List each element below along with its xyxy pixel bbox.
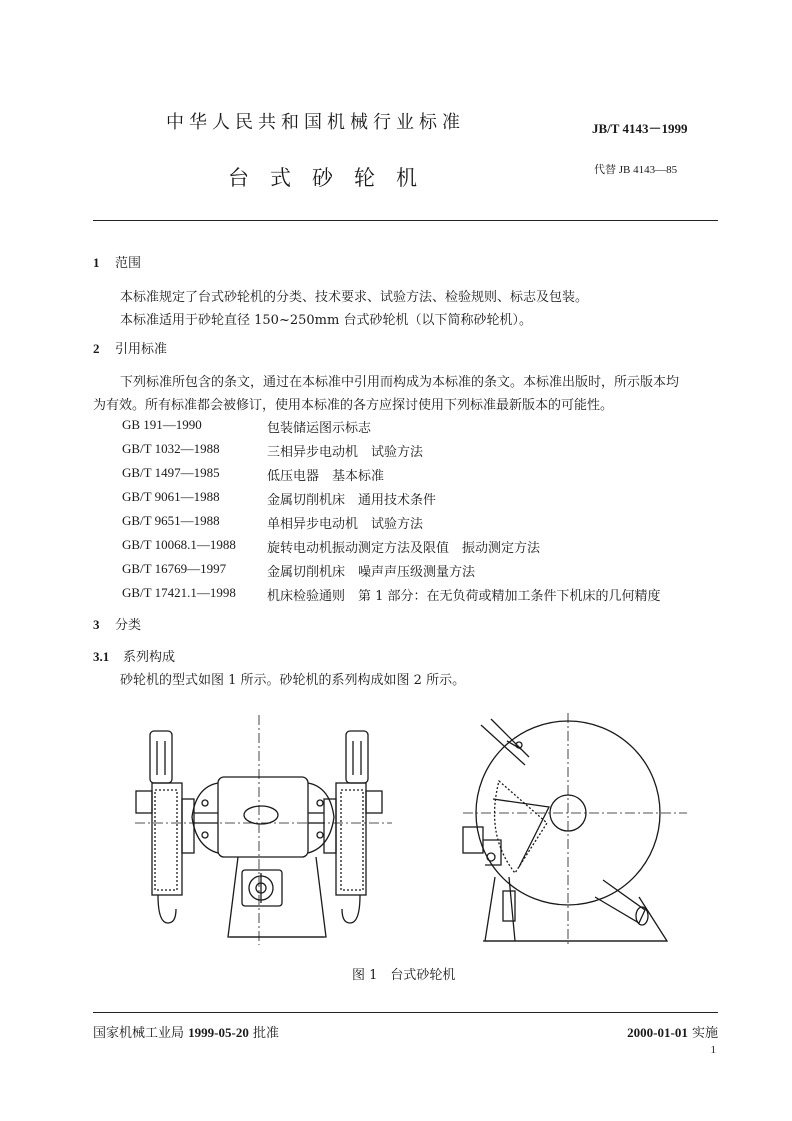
reference-title: 旋转电动机振动测定方法及限值 振动测定方法: [267, 541, 541, 556]
reference-title: 包装储运图示标志: [267, 421, 372, 436]
section-number: 1: [93, 255, 100, 270]
paragraph: 下列标准所包含的条文，通过在本标准中引用而构成为本标准的条文。本标准出版时，所示版本均: [120, 375, 680, 390]
grinder-side-view-drawing: [455, 705, 695, 955]
paragraph: 砂轮机的型式如图 1 所示。砂轮机的系列构成如图 2 所示。: [120, 673, 466, 688]
reference-code: GB/T 1497—1985: [122, 465, 220, 480]
reference-title: 三相异步电动机 试验方法: [267, 445, 424, 460]
document-title: 台式砂轮机: [228, 166, 438, 190]
section-number: 3: [93, 617, 100, 632]
section-number: 2: [93, 341, 100, 356]
approval-word: 批准: [252, 1026, 279, 1041]
standard-code: JB/T 4143－1999: [592, 121, 688, 136]
reference-code: GB/T 10068.1—1988: [122, 537, 236, 552]
replaces-standard: 代替 JB 4143—85: [594, 164, 678, 176]
section-3-1-heading: [93, 646, 175, 665]
page-number: 1: [710, 1044, 716, 1056]
reference-code: GB/T 17421.1—1998: [122, 585, 236, 600]
issuing-organization: 中华人民共和国机械行业标准: [166, 112, 465, 133]
reference-title: 金属切削机床 噪声声压级测量方法: [267, 565, 476, 580]
reference-title: 单相异步电动机 试验方法: [267, 517, 424, 532]
reference-code: GB/T 1032—1988: [122, 441, 220, 456]
paragraph: 为有效。所有标准都会被修订，使用本标准的各方应探讨使用下列标准最新版本的可能性。: [93, 398, 614, 413]
paragraph: 本标准规定了台式砂轮机的分类、技术要求、试验方法、检验规则、标志及包装。: [120, 290, 589, 305]
section-2-heading: [93, 338, 167, 357]
footer-divider: [93, 1012, 718, 1013]
reference-title: 低压电器 基本标准: [267, 469, 385, 484]
grinder-front-view-drawing: [130, 705, 400, 955]
reference-title: 金属切削机床 通用技术条件: [267, 493, 437, 508]
figure-caption: 图 1 台式砂轮机: [352, 968, 456, 983]
section-number: 3.1: [93, 649, 110, 664]
reference-code: GB/T 9061—1988: [122, 489, 220, 504]
approval-line: [93, 1022, 279, 1041]
section-title: 引用标准: [115, 342, 168, 357]
issuer: 国家机械工业局: [93, 1026, 185, 1041]
approval-date: 1999-05-20: [188, 1025, 249, 1040]
reference-title: 机床检验通则 第 1 部分：在无负荷或精加工条件下机床的几何精度: [267, 589, 661, 604]
section-title: 系列构成: [123, 650, 176, 665]
effective-word: 实施: [691, 1026, 718, 1041]
effective-line: [627, 1022, 718, 1041]
section-1-heading: [93, 252, 141, 271]
header-divider: [93, 220, 718, 221]
reference-code: GB 191—1990: [122, 417, 202, 432]
effective-date: 2000-01-01: [627, 1025, 688, 1040]
reference-code: GB/T 16769—1997: [122, 561, 227, 576]
section-3-heading: [93, 614, 141, 633]
section-title: 范围: [115, 256, 142, 271]
paragraph: 本标准适用于砂轮直径 150~250mm 台式砂轮机（以下简称砂轮机）。: [120, 313, 532, 328]
section-title: 分类: [115, 618, 142, 633]
reference-code: GB/T 9651—1988: [122, 513, 220, 528]
